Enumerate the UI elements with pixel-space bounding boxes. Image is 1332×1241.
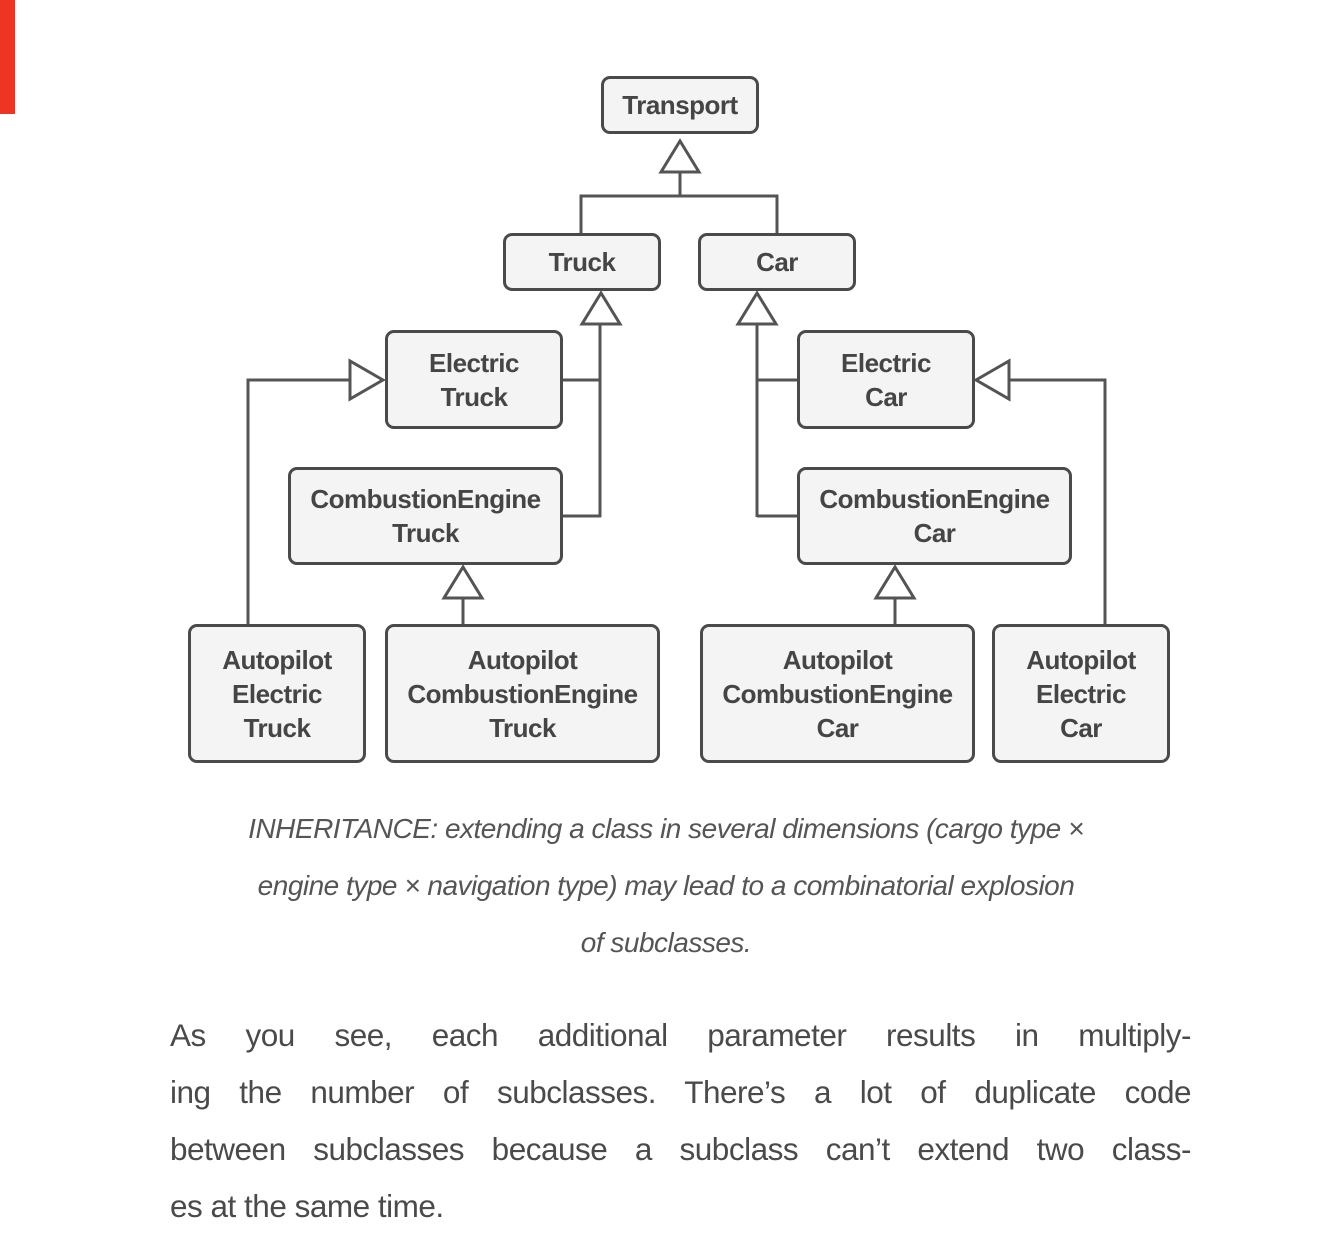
inheritance-arrowhead-combustion-truck: [444, 567, 482, 598]
body-line: As you see, each additional parameter results in multiply-: [170, 1017, 1191, 1053]
caption-line: INHERITANCE: extending a class in several dimensions (cargo type ×: [248, 813, 1084, 844]
class-box-autopilot-electric-truck: [188, 624, 366, 763]
class-label: Truck: [392, 518, 459, 548]
class-box-autopilot-electric-car: [992, 624, 1170, 763]
connector-truck-car-split: [581, 196, 777, 233]
class-box-car: [698, 233, 856, 291]
class-label: Electric: [232, 678, 322, 709]
class-label: Electric: [841, 347, 931, 378]
class-box-transport: [601, 76, 759, 134]
class-label: CombustionEngine: [722, 678, 953, 709]
class-label: Autopilot: [467, 644, 578, 675]
class-label: Autopilot: [1026, 644, 1136, 675]
class-label: Electric: [1036, 678, 1126, 709]
class-label: Autopilot: [782, 644, 893, 675]
class-label: Car: [913, 518, 956, 548]
class-label: Truck: [440, 381, 508, 412]
class-label: Car: [1060, 712, 1102, 743]
inheritance-arrowhead-transport: [661, 141, 699, 172]
class-box-autopilot-combustionengine-truck: [385, 624, 660, 763]
class-box-electric-car: [797, 330, 975, 429]
class-label: Car: [756, 247, 798, 277]
body-paragraph: [170, 1007, 1191, 1235]
class-label: Electric: [429, 347, 519, 378]
class-label: CombustionEngine: [819, 484, 1050, 514]
body-line: between subclasses because a subclass can’t extend two class-: [170, 1131, 1191, 1167]
figure-caption: [116, 800, 1216, 971]
class-label: Car: [865, 381, 907, 412]
class-label: Truck: [243, 712, 311, 743]
class-label: Transport: [622, 90, 738, 120]
body-line: ing the number of subclasses. There’s a lot of duplicate code: [170, 1074, 1191, 1110]
class-label: Autopilot: [222, 644, 332, 675]
inheritance-arrowhead-electric-car: [976, 361, 1009, 399]
caption-line: of subclasses.: [580, 927, 752, 958]
caption-line: engine type × navigation type) may lead to a combinatorial explosion: [257, 870, 1075, 901]
class-label: Truck: [489, 712, 556, 743]
inheritance-arrowhead-combustion-car: [876, 567, 914, 598]
class-box-combustionengine-car: [797, 467, 1072, 565]
class-box-truck: [503, 233, 661, 291]
body-line: es at the same time.: [170, 1188, 444, 1224]
class-box-autopilot-combustionengine-car: [700, 624, 975, 763]
class-label: Car: [816, 712, 859, 743]
inheritance-arrowhead-truck: [582, 293, 620, 324]
class-label: Truck: [548, 247, 616, 277]
class-box-combustionengine-truck: [288, 467, 563, 565]
class-label: CombustionEngine: [310, 484, 541, 514]
class-label: CombustionEngine: [407, 678, 638, 709]
class-box-electric-truck: [385, 330, 563, 429]
inheritance-arrowhead-car: [738, 293, 776, 324]
inheritance-arrowhead-electric-truck: [350, 361, 383, 399]
